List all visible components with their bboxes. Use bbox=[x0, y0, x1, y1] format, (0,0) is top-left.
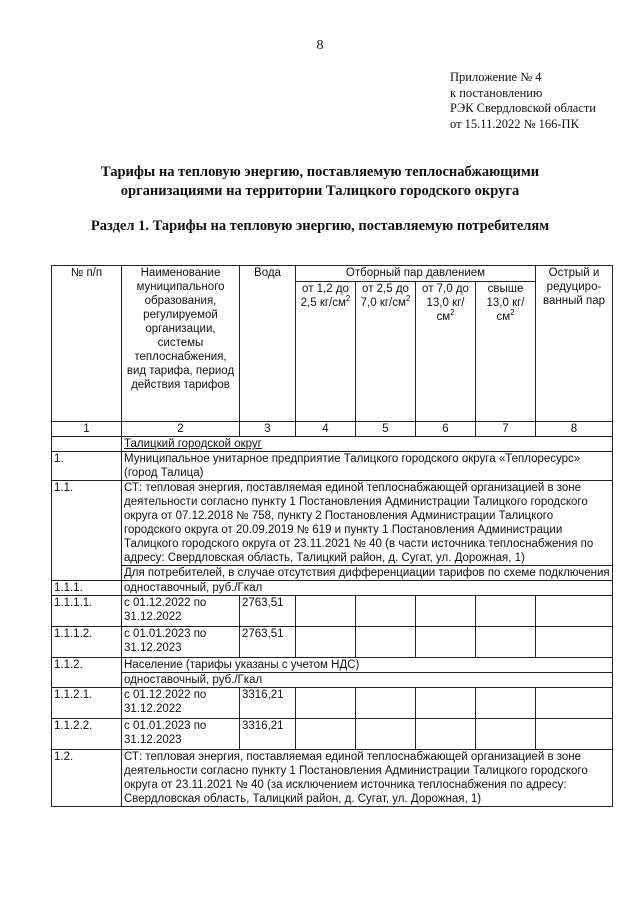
header-pressure-3: от 7,0 до 13,0 $кг/см^2$ bbox=[416, 282, 476, 422]
col-number: 7 bbox=[476, 422, 536, 437]
page-number: 8 bbox=[316, 38, 324, 53]
table-row bbox=[52, 673, 613, 688]
header-steam-group: Отборный пар давлением bbox=[296, 266, 536, 282]
section-title: Раздел 1. Тарифы на тепловую энергию, поставляемую потребителям bbox=[90, 218, 550, 234]
col-number: 2 bbox=[122, 422, 240, 437]
organization-name: Муниципальное унитарное предприятие Талицкого городского округа «Теплоресурс» (город Талица) bbox=[122, 452, 613, 481]
col-number: 3 bbox=[240, 422, 296, 437]
table-row bbox=[52, 596, 613, 627]
header-pressure-2: от 2,5 до 7,0 $кг/см^2$ bbox=[356, 282, 416, 422]
district-name: Талицкий городской округ bbox=[122, 437, 613, 452]
document-title bbox=[60, 163, 580, 201]
row-num: 1.1.1.2. bbox=[52, 627, 122, 658]
table-row bbox=[52, 437, 613, 452]
table-row bbox=[52, 688, 613, 719]
consumers-note: Для потребителей, в случае отсутствия дифференциации тарифов по схеме подключения bbox=[122, 566, 613, 581]
header-num: № п/п bbox=[52, 266, 122, 422]
col-number: 1 bbox=[52, 422, 122, 437]
table-row bbox=[52, 581, 613, 596]
row-num: 1.1.1.1. bbox=[52, 596, 122, 627]
tariff-type: одноставочный, руб./Гкал bbox=[122, 581, 613, 596]
tariff-type: одноставочный, руб./Гкал bbox=[122, 673, 613, 688]
water-tariff: 3316,21 bbox=[240, 688, 296, 719]
row-num: 1.1.2.1. bbox=[52, 688, 122, 719]
row-num: 1.1. bbox=[52, 481, 122, 581]
water-tariff: 2763,51 bbox=[240, 627, 296, 658]
row-num: 1.1.1. bbox=[52, 581, 122, 596]
row-num: 1. bbox=[52, 452, 122, 481]
water-tariff: 2763,51 bbox=[240, 596, 296, 627]
column-number-row bbox=[52, 422, 613, 437]
header-pressure-4: свыше 13,0 $кг/см^2$ bbox=[476, 282, 536, 422]
table-row bbox=[52, 719, 613, 750]
title-line-2: организациями на территории Талицкого городского округа bbox=[120, 183, 520, 199]
population-note: Население (тарифы указаны с учетом НДС) bbox=[122, 658, 613, 673]
table-row bbox=[52, 750, 613, 807]
table-row bbox=[52, 627, 613, 658]
col-number: 6 bbox=[416, 422, 476, 437]
period: с 01.12.2022 по 31.12.2022 bbox=[122, 688, 240, 719]
header-pressure-1: от 1,2 до 2,5 $кг/см^2$ bbox=[296, 282, 356, 422]
table-row bbox=[52, 481, 613, 566]
header-sharp-steam: Острый и редуциро-ванный пар bbox=[536, 266, 613, 422]
col-number: 5 bbox=[356, 422, 416, 437]
row-num: 1.2. bbox=[52, 750, 122, 807]
tariff-table bbox=[51, 265, 613, 807]
title-line-1: Тарифы на тепловую энергию, поставляемую теплоснабжающими bbox=[100, 164, 540, 180]
heat-system-description: СТ: тепловая энергия, поставляемая единой теплоснабжающей организацией в зоне деятельности согласно пункту 1 Постановления Администрации Талицкого городского округа от 23.11.2021 № 40 (за исключением источника теплоснабжения по адресу: Свердловская область, Талицкий район, д. Сугат, ул. Дорожная, 1) bbox=[122, 750, 613, 807]
header-organization: Наименование муниципального образования, регулируемой организации, системы теплоснабжения, вид тарифа, период действия тарифов bbox=[122, 266, 240, 422]
appendix-line-4: от 15.11.2022 № 166-ПК bbox=[450, 116, 579, 131]
appendix-line-2: к постановлению bbox=[450, 85, 543, 100]
row-num: 1.1.2.2. bbox=[52, 719, 122, 750]
header-water: Вода bbox=[240, 266, 296, 422]
appendix-block bbox=[450, 70, 596, 132]
table-row bbox=[52, 452, 613, 481]
water-tariff: 3316,21 bbox=[240, 719, 296, 750]
period: с 01.01.2023 по 31.12.2023 bbox=[122, 627, 240, 658]
col-number: 8 bbox=[536, 422, 613, 437]
heat-system-description: СТ: тепловая энергия, поставляемая единой теплоснабжающей организацией в зоне деятельности согласно пункту 1 Постановления Администрации Талицкого городского округа от 07.12.2018 № 758, пункту 2 Постановления Администрации Талицкого городского округа от 20.09.2019 № 619 и пункту 1 Постановления Администрации Талицкого городского округа от 23.11.2021 № 40 (в части источника теплоснабжения по адресу: Свердловская область, Талицкий район, д. Сугат, ул. Дорожная, 1) bbox=[122, 481, 613, 566]
table-row bbox=[52, 658, 613, 673]
appendix-line-3: РЭК Свердловской области bbox=[450, 101, 596, 115]
row-num: 1.1.2. bbox=[52, 658, 122, 688]
period: с 01.12.2022 по 31.12.2022 bbox=[122, 596, 240, 627]
appendix-line-1: Приложение № 4 bbox=[450, 70, 542, 84]
table-row bbox=[52, 566, 613, 581]
period: с 01.01.2023 по 31.12.2023 bbox=[122, 719, 240, 750]
col-number: 4 bbox=[296, 422, 356, 437]
